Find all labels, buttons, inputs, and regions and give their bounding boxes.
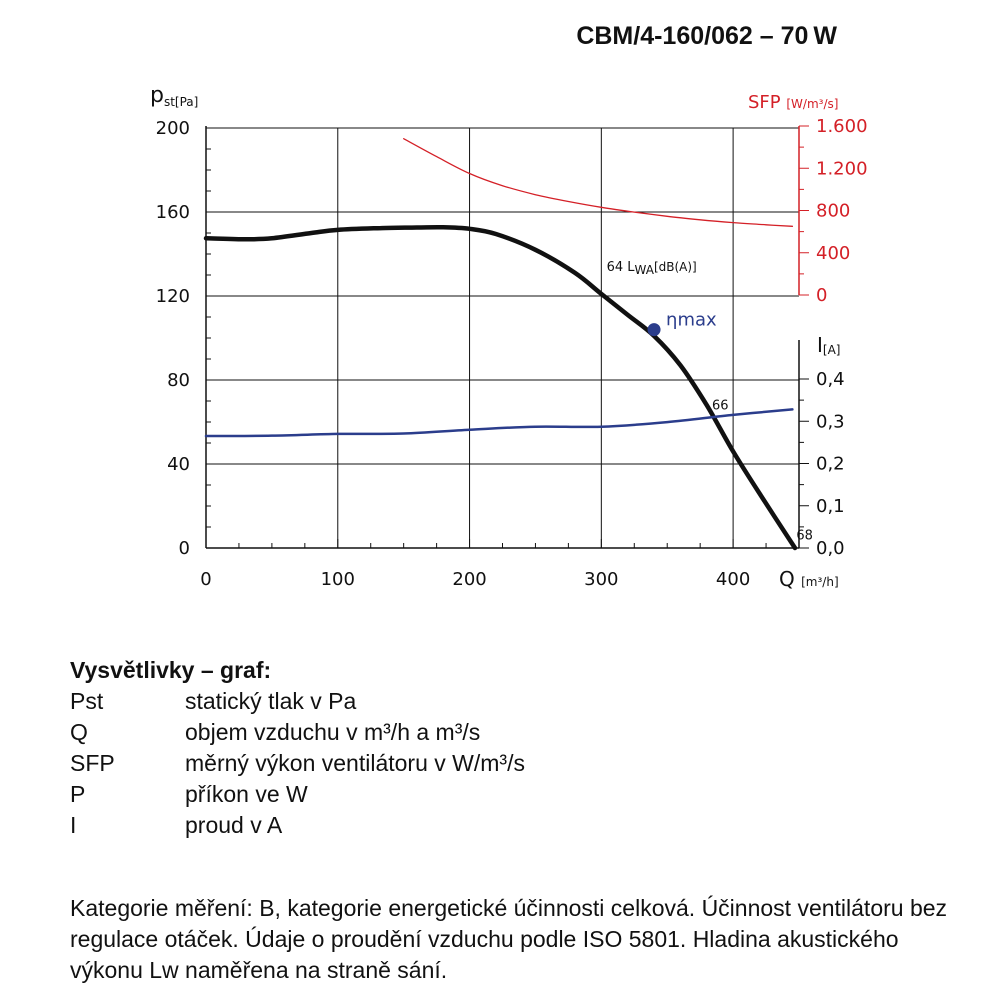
series-line-current (206, 409, 792, 436)
eta-max-label: ηmax (666, 309, 717, 331)
series-line-pressure (206, 227, 795, 548)
legend-row (70, 686, 950, 717)
series (206, 139, 795, 548)
noise-annotation: 68 (796, 528, 813, 544)
axes (206, 126, 809, 548)
legend-title: Vysvětlivky – graf: (70, 657, 272, 683)
measurement-note: Kategorie měření: B, kategorie energetické účinnosti celková. Účinnost ventilátoru bez regulace otáček. Údaje o proudění vzduchu podle ISO 5801. Hladina akustického výkonu Lw naměřena na straně sání. (70, 895, 948, 983)
legend-row (70, 810, 950, 841)
y-current-axis-title: I[A] (817, 333, 841, 357)
x-tick-label: 300 (584, 569, 619, 590)
legend-row (70, 748, 950, 779)
grid (206, 128, 799, 548)
legend-desc: příkon ve W (185, 781, 308, 807)
legend-desc: objem vzduchu v m³/h a m³/s (185, 719, 481, 745)
labels (150, 83, 868, 591)
legend-key: Pst (70, 688, 104, 714)
x-tick-label: 400 (715, 569, 751, 590)
eta-max-point (648, 323, 661, 336)
y-current-tick-label: 0,1 (816, 495, 845, 517)
y-current-tick-label: 0,2 (816, 453, 845, 475)
y-sfp-tick-label: 800 (816, 200, 851, 222)
legend-key: I (70, 812, 77, 838)
y-sfp-tick-label: 1.200 (816, 158, 868, 180)
y-left-tick-label: 80 (167, 370, 190, 391)
y-current-tick-label: 0,4 (816, 369, 845, 390)
y-left-tick-label: 0 (178, 538, 190, 559)
x-tick-label: 200 (452, 569, 487, 590)
y-sfp-tick-label: 400 (816, 242, 851, 264)
legend-key: SFP (70, 750, 115, 776)
noise-annotation: 64 LWA[dB(A)] (606, 259, 697, 277)
legend-desc: proud v A (185, 812, 283, 838)
x-axis-title: Q [m³/h] (779, 567, 839, 591)
legend-key: Q (70, 719, 88, 745)
y-current-tick-label: 0,0 (816, 538, 845, 559)
chart-title: CBM/4-160/062 – 70 W (576, 22, 837, 50)
y-left-tick-label: 120 (155, 286, 190, 307)
y-left-tick-label: 160 (155, 202, 190, 223)
y-sfp-axis-title: SFP [W/m³/s] (748, 92, 839, 113)
legend-row (70, 779, 950, 810)
y-left-tick-label: 200 (155, 118, 190, 139)
x-tick-label: 100 (320, 569, 355, 590)
x-tick-label: 0 (200, 569, 212, 590)
y-sfp-tick-label: 1.600 (816, 116, 868, 137)
legend-row (70, 717, 950, 748)
legend-key: P (70, 781, 86, 807)
legend (70, 657, 950, 841)
y-current-tick-label: 0,3 (816, 411, 845, 433)
legend-desc: statický tlak v Pa (185, 688, 357, 714)
noise-annotation: 66 (712, 398, 729, 414)
y-left-tick-label: 40 (167, 454, 190, 475)
y-sfp-tick-label: 0 (816, 285, 828, 306)
y-left-axis-title: pst[Pa] (150, 83, 199, 109)
legend-desc: měrný výkon ventilátoru v W/m³/s (185, 750, 525, 776)
series-line-sfp (404, 139, 793, 227)
